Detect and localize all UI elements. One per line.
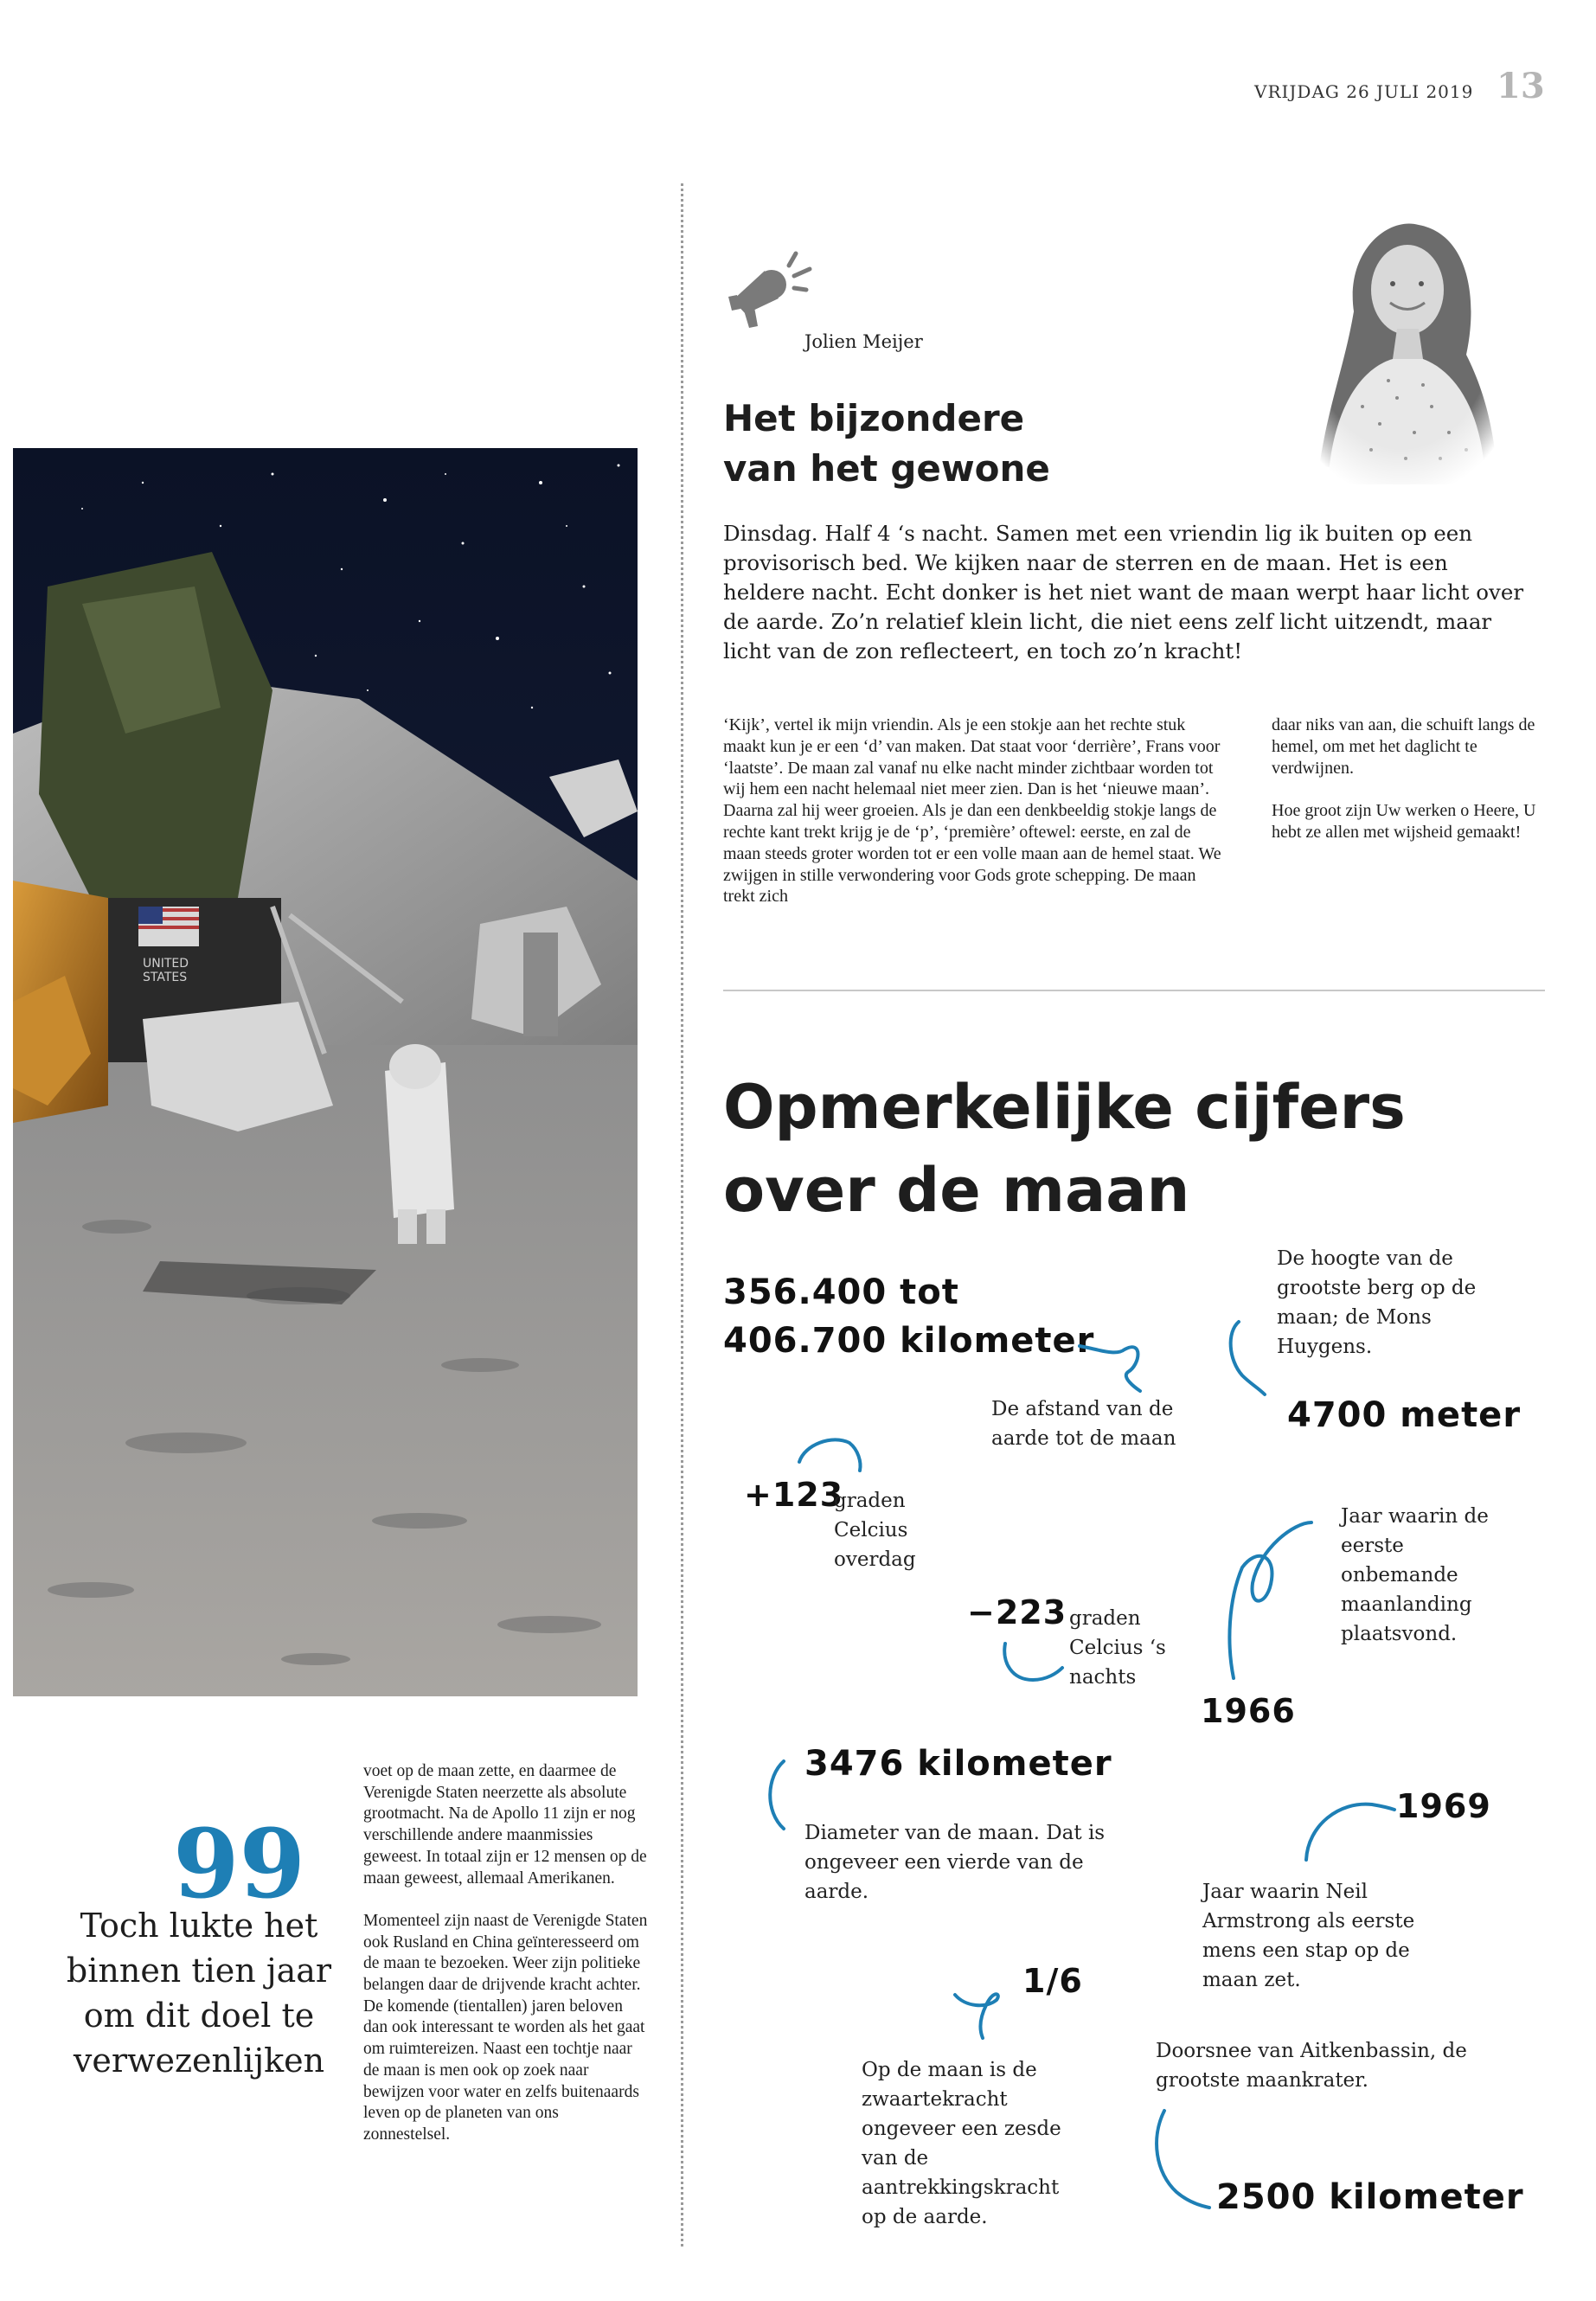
armstrong-year: 1969 <box>1396 1787 1491 1825</box>
temp-day-arrow <box>799 1439 861 1471</box>
aitken-arrow <box>1157 2111 1209 2208</box>
armstrong-arrow <box>1306 1804 1394 1860</box>
distance-value-line1: 356.400 tot <box>723 1272 959 1312</box>
unmanned-arrow <box>1229 1522 1311 1678</box>
temp-night-value: −223 <box>967 1593 1067 1631</box>
gravity-label: Op de maan is de zwaartekracht ongeveer een zesde van de aantrekkingskracht op de aarde. <box>862 2059 1061 2228</box>
gravity-arrow <box>955 1994 998 2038</box>
temp-night-arrow <box>1004 1644 1062 1680</box>
temp-night-label: graden Celcius ‘s nachts <box>1069 1607 1166 1689</box>
aitken-label: Doorsnee van Aitkenbassin, de grootste maankrater. <box>1156 2040 1467 2092</box>
column-intro: Dinsdag. Half 4 ‘s nacht. Samen met een vriendin lig ik buiten op een provisorisch bed. We kijken naar de sterren en de maan. Het is een heldere nacht. Echt donker is het niet want de maan werpt haar licht over de aarde. Zo’n relatief klein licht, die niet eens zelf licht uitzendt, maar licht van de zon reflecteert, en toch zo’n kracht! <box>723 521 1524 663</box>
distance-arrow <box>1080 1346 1140 1391</box>
column-paragraph: Hoe groot zijn Uw werken o Heere, U hebt ze allen met wijsheid gemaakt! <box>1272 801 1536 843</box>
infographic-title-line2: over de maan <box>723 1155 1190 1226</box>
distance-label: De afstand van de aarde tot de maan <box>991 1398 1176 1450</box>
diameter-value: 3476 kilometer <box>804 1744 1112 1784</box>
temp-day-value: +123 <box>744 1476 844 1514</box>
armstrong-label: Jaar waarin Neil Armstrong als eerste mens een stap op de maan zet. <box>1202 1881 1415 1991</box>
mons-value: 4700 meter <box>1287 1395 1522 1435</box>
pull-quote: Toch lukte het binnen tien jaar om dit doel te verwezenlijken <box>66 1907 332 2080</box>
page-number: 13 <box>1497 66 1545 106</box>
article-paragraph: voet op de maan zette, en daarmee de Verenigde Staten neerzette als absolute grootmacht. Na de Apollo 11 zijn er nog verschillende andere maanmissies geweest. In totaal zijn er 12 mensen op de maan geweest, allemaal Amerikanen. <box>363 1762 647 1888</box>
diameter-arrow <box>770 1761 784 1829</box>
page-date: VRIJDAG 26 JULI 2019 <box>1254 81 1474 102</box>
flag-text-2: STATES <box>143 971 188 984</box>
mons-arrow <box>1231 1322 1265 1394</box>
unmanned-label: Jaar waarin de eerste onbemande maanlanding plaatsvond. <box>1341 1505 1489 1645</box>
gravity-value: 1/6 <box>1022 1962 1083 2000</box>
flag-text-1: UNITED <box>143 957 189 971</box>
diameter-label: Diameter van de maan. Dat is ongeveer een vierde van de aarde. <box>804 1822 1106 1903</box>
unmanned-year: 1966 <box>1201 1692 1296 1730</box>
column-title-line1: Het bijzondere <box>723 397 1025 439</box>
column-paragraph: ‘Kijk’, vertel ik mijn vriendin. Als je een stokje aan het rechte stuk maakt kun je er een ‘d’ van maken. Dat staat voor ‘derrière’, Frans voor ‘laatste’. De maan zal vanaf nu elke nacht minder zichtbaar worden tot wij hem een nacht helemaal niet meer zien. Dan is het ‘nieuwe maan’. Daarna zal hij weer groeien. Als je dan een denkbeeldig stokje langs de rechte kant trekt krijg je de ‘p’, ‘première’ oftewel: eerste, en zal de maan steeds groter worden tot er een volle maan aan de hemel staat. We zwijgen in stille verwondering voor Gods grote schepping. De maan trekt zich <box>723 715 1221 907</box>
column-paragraph: daar niks van aan, die schuift langs de hemel, om met het daglicht te verdwijnen. <box>1272 715 1535 778</box>
column-title-line2: van het gewone <box>723 447 1050 490</box>
quote-mark-icon: 99 <box>173 1808 306 1920</box>
column-author: Jolien Meijer <box>804 331 923 352</box>
mons-label: De hoogte van de grootste berg op de maan; de Mons Huygens. <box>1277 1247 1477 1358</box>
temp-day-label: graden Celcius overdag <box>834 1490 916 1571</box>
infographic-title-line1: Opmerkelijke cijfers <box>723 1072 1406 1143</box>
distance-value-line2: 406.700 kilometer <box>723 1321 1095 1361</box>
article-paragraph: Momenteel zijn naast de Verenigde Staten ook Rusland en China geïnteresseerd om de maan te bezoeken. Weer zijn politieke belangen daar de drijvende kracht achter. De komende (tientallen) jaren beloven dan ook interessant te worden als het gaat om ruimtereizen. Naast een tochtje naar de maan is men ook op zoek naar bewijzen voor water en zelfs buitenaards leven op de planeten van ons zonnestelsel. <box>363 1911 648 2144</box>
aitken-value: 2500 kilometer <box>1216 2177 1524 2217</box>
